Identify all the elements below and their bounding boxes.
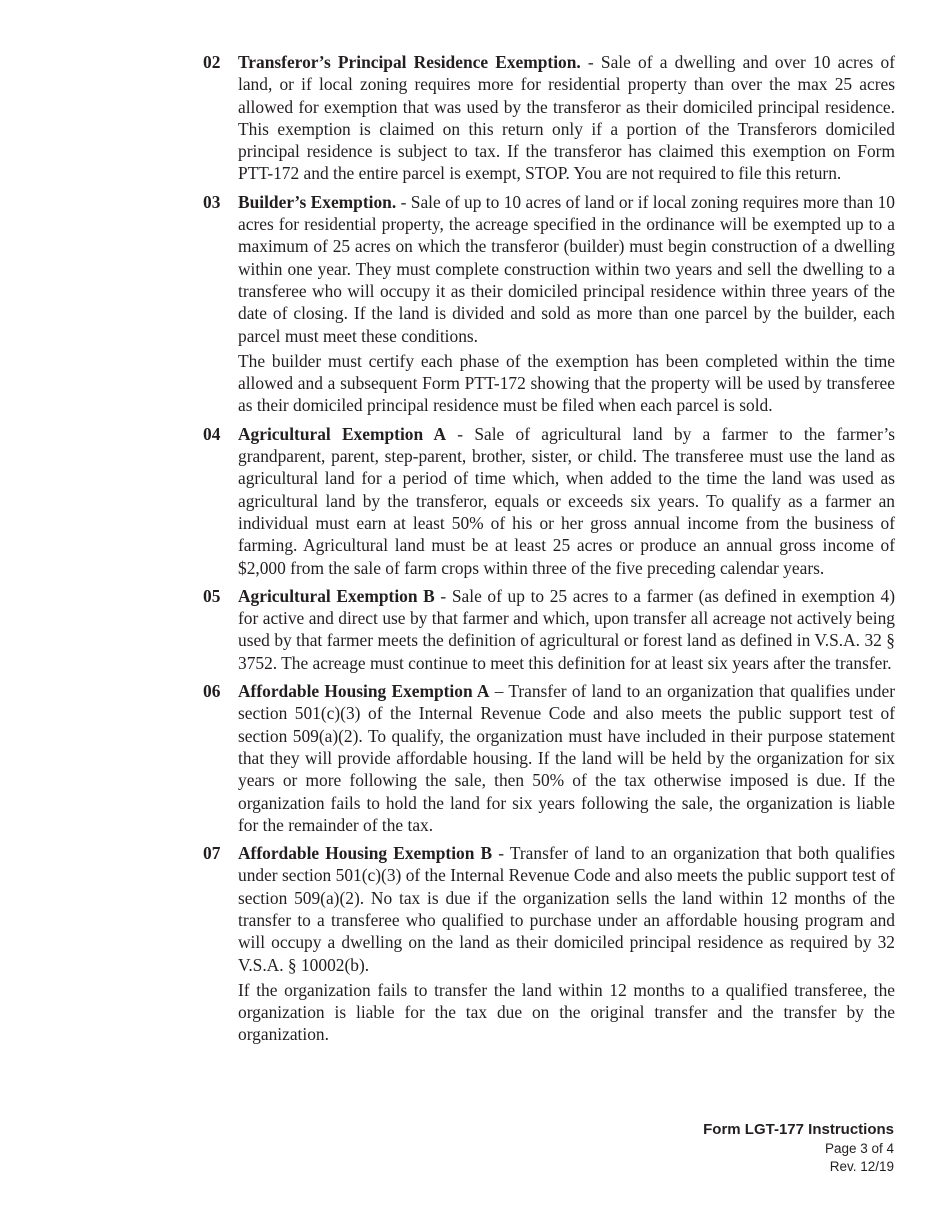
page-number: Page 3 of 4 (824, 1141, 894, 1156)
exemption-body (238, 680, 895, 839)
page-footer (703, 1120, 894, 1176)
exemption-title: Builder’s Exemption. (238, 191, 397, 212)
exemption-item-06 (203, 680, 895, 839)
exemption-text: - Transfer of land to an organization that both qualifies under section 501(c)(3) of the Internal Revenue Code and also meets the public support test of section 509(a)(2). No tax is due if the organization sells the land within 12 months of the transfer to a transferee who qualified to purchase under an affordable housing program and will occupy a dwelling on the land as their domiciled principal residence as required by 32 V.S.A. § 10002(b). (238, 843, 895, 975)
exemption-item-05 (203, 585, 895, 677)
exemption-item-03 (203, 191, 895, 420)
exemption-paragraph (238, 680, 895, 836)
exemption-text: – Transfer of land to an organization that qualifies under section 501(c)(3) of the Internal Revenue Code and also meets the public support test of section 509(a)(2). To qualify, the organization must have included in their purpose statement that they will provide affordable housing. If the land will be held by the organization for six years or more following the sale, then 50% of the tax otherwise imposed is due. If the organization fails to hold the land for six years following the sale, the organization is liable for the remainder of the tax. (238, 681, 895, 835)
exemption-item-04 (203, 423, 895, 582)
exemption-body (238, 585, 895, 677)
exemption-paragraph (238, 585, 895, 674)
exemption-body (238, 842, 895, 1049)
exemption-number: 07 (203, 843, 221, 864)
exemption-paragraph (238, 51, 895, 185)
exemption-title: Agricultural Exemption A (238, 423, 447, 444)
form-name: Form LGT-177 Instructions (703, 1121, 894, 1138)
instructions-list (203, 51, 895, 1052)
exemption-title: Transferor’s Principal Residence Exemption. (238, 52, 581, 72)
exemption-body (238, 423, 895, 582)
exemption-text: - Sale of agricultural land by a farmer to the farmer’s grandparent, parent, step-parent, brother, sister, or child. The transferee must use the land as agricultural land for a period of time which, when added to the time the land was used as agricultural land by the transferor, equals or exceeds six years. To qualify as a farmer an individual must earn at least 50% of his or her gross annual income from the business of farming. Agricultural land must be at least 25 acres or produce an annual gross income of $2,000 from the sale of farm crops within three of the five preceding calendar years. (238, 423, 895, 578)
exemption-item-07 (203, 842, 895, 1049)
exemption-number: 05 (203, 585, 221, 606)
exemption-body (238, 191, 895, 420)
exemption-text: - Sale of a dwelling and over 10 acres of land, or if local zoning requires more for residential property than over the max 25 acres allowed for exemption that was used by the transferor as their domiciled principal residence. This exemption is claimed on this return only if a portion of the Transferors domiciled principal residence is subject to tax. If the transferor has claimed this exemption on Form PTT-172 and the entire parcel is exempt, STOP. You are not required to file this return. (238, 52, 895, 184)
exemption-number: 02 (203, 52, 221, 72)
exemption-item-02 (203, 51, 895, 188)
exemption-title: Affordable Housing Exemption A (238, 681, 490, 702)
exemption-paragraph (238, 191, 895, 347)
exemption-paragraph (238, 842, 895, 976)
exemption-body (238, 51, 895, 188)
exemption-title: Affordable Housing Exemption B (238, 843, 493, 864)
exemption-number: 04 (203, 423, 221, 444)
exemption-text: - Sale of up to 10 acres of land or if local zoning requires more than 10 acres for residential property, the acreage specified in the ordinance will be exempted up to a maximum of 25 acres on which the transferor (builder) must begin construction of a dwelling within one year. They must complete construction within two years and sell the dwelling to a transferee who will occupy it as their domiciled principal residence within three years of the date of closing. If the land is divided and sold as more than one parcel by the builder, each parcel must meet these conditions. (238, 191, 895, 346)
exemption-title: Agricultural Exemption B (238, 585, 435, 606)
revision-date: Rev. 12/19 (829, 1159, 894, 1174)
exemption-number: 06 (203, 681, 221, 702)
exemption-number: 03 (203, 191, 221, 212)
exemption-paragraph: If the organization fails to transfer the land within 12 months to a qualified transferee, the organization is liable for the tax due on the original transfer and the transfer by the organization. (238, 979, 895, 1045)
exemption-text: - Sale of up to 25 acres to a farmer (as defined in exemption 4) for active and direct use by that farmer and which, upon transfer all acreage not actively being used by that farmer meets the definition of agricultural or forest land as defined in V.S.A. 32 § 3752. The acreage must continue to meet this definition for at least six years after the transfer. (238, 585, 895, 673)
exemption-paragraph: The builder must certify each phase of the exemption has been completed within the time allowed and a subsequent Form PTT-172 showing that the property will be used by transferee as their domiciled principal residence must be filed when each parcel is sold. (238, 350, 895, 416)
exemption-paragraph (238, 423, 895, 579)
